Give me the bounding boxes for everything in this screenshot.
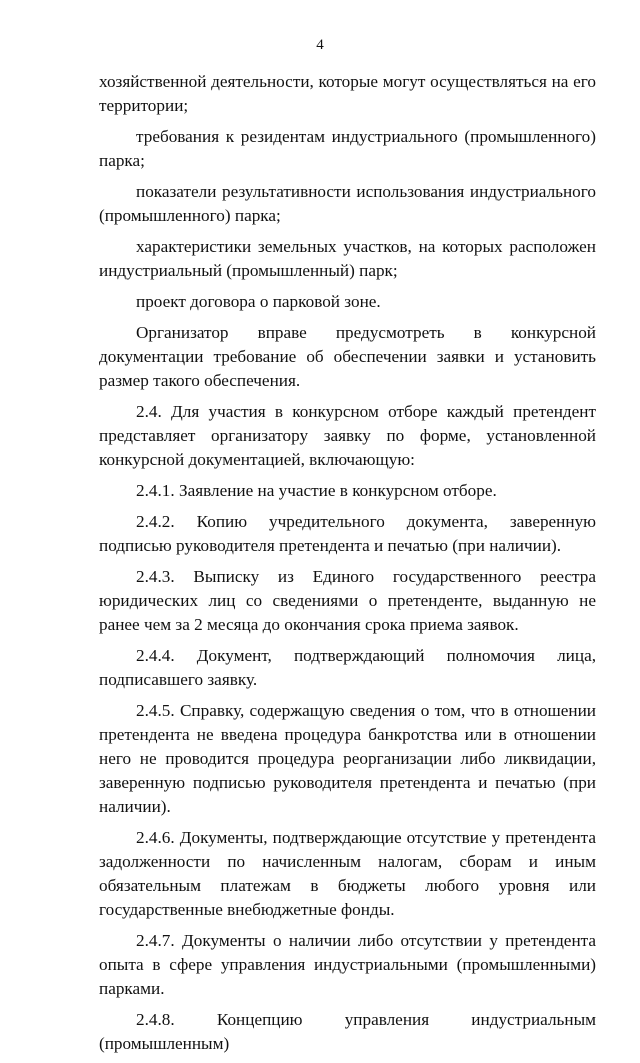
paragraph-2-4-8: 2.4.8. Концепцию управления индустриальным (промышленным) bbox=[99, 1010, 596, 1053]
paragraph-2-4-5: 2.4.5. Справку, содержащую сведения о том, что в отношении претендента не введена процедура банкротства или в отношении него не проводится процедура реорганизации либо ликвидации, заверенную подписью руководителя претендента и печатью (при наличии). bbox=[99, 701, 596, 816]
paragraph-2-4-2: 2.4.2. Копию учредительного документа, заверенную подписью руководителя претендента и печатью (при наличии). bbox=[99, 512, 596, 555]
paragraph-2-4-4: 2.4.4. Документ, подтверждающий полномочия лица, подписавшего заявку. bbox=[99, 646, 596, 689]
document-body bbox=[99, 70, 596, 1063]
paragraph-performance-indicators: показатели результативности использования индустриального (промышленного) парка; bbox=[99, 182, 596, 225]
paragraph-2-4: 2.4. Для участия в конкурсном отборе каждый претендент представляет организатору заявку по форме, установленной конкурсной документацией, включающую: bbox=[99, 402, 596, 469]
paragraph-resident-requirements: требования к резидентам индустриального (промышленного) парка; bbox=[99, 127, 596, 170]
paragraph-organizer-security: Организатор вправе предусмотреть в конкурсной документации требование об обеспечении заявки и установить размер такого обеспечения. bbox=[99, 323, 596, 390]
paragraph-park-zone-contract: проект договора о парковой зоне. bbox=[136, 292, 381, 311]
paragraph-2-4-1: 2.4.1. Заявление на участие в конкурсном отборе. bbox=[136, 481, 497, 500]
paragraph-2-4-7: 2.4.7. Документы о наличии либо отсутствии у претендента опыта в сфере управления индустриальными (промышленными) парками. bbox=[99, 931, 596, 998]
paragraph-2-4-6: 2.4.6. Документы, подтверждающие отсутствие у претендента задолженности по начисленным налогам, сборам и иным обязательным платежам в бюджеты любого уровня или государственные внебюджетные фонды. bbox=[99, 828, 596, 919]
paragraph-economic-activity: хозяйственной деятельности, которые могут осуществляться на его территории; bbox=[99, 72, 596, 115]
page-number: 4 bbox=[316, 37, 324, 53]
paragraph-land-characteristics: характеристики земельных участков, на которых расположен индустриальный (промышленный) парк; bbox=[99, 237, 596, 280]
paragraph-2-4-3: 2.4.3. Выписку из Единого государственного реестра юридических лиц со сведениями о претенденте, выданную не ранее чем за 2 месяца до окончания срока приема заявок. bbox=[99, 567, 596, 634]
